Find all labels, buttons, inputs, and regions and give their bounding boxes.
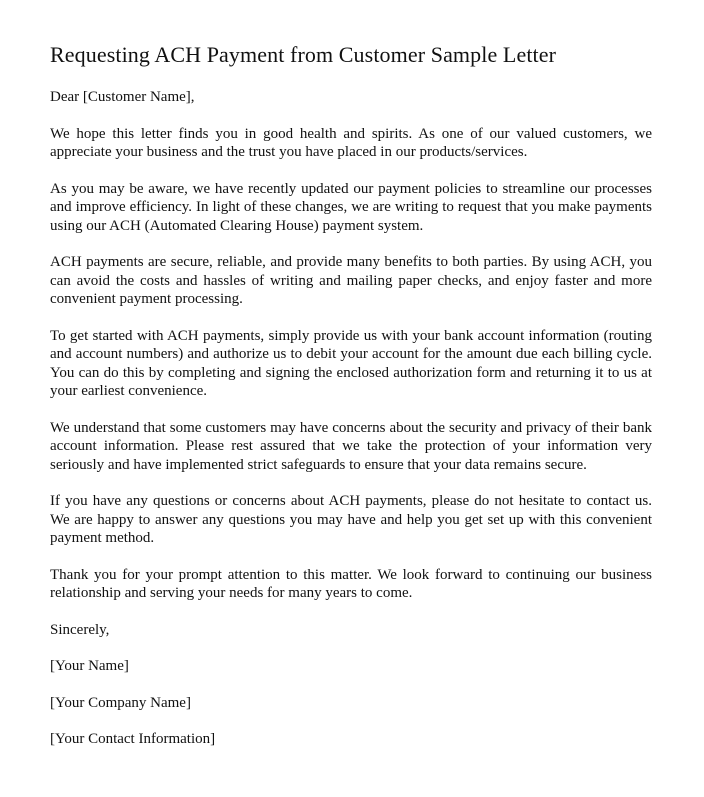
letter-document (50, 42, 652, 767)
salutation: Dear [Customer Name], (50, 89, 195, 105)
paragraph-questions: If you have any questions or concerns about ACH payments, please do not hesitate to contact us. We are happy to answer any questions you may have and help you get set up with this convenient payment method. (50, 493, 652, 546)
paragraph-ach-benefits (50, 253, 652, 309)
paragraph-greeting: We hope this letter finds you in good health and spirits. As one of our valued customers, we appreciate your business and the trust you have placed in our products/services. (50, 125, 652, 160)
paragraph-security: We understand that some customers may have concerns about the security and privacy of their bank account information. Please rest assured that we take the protection of your information very seriously and have implemented strict safeguards to ensure that your data remains secure. (50, 419, 652, 473)
signature-company: [Your Company Name] (50, 694, 191, 711)
paragraph-policy-update: As you may be aware, we have recently updated our payment policies to streamline our processes and improve efficiency. In light of these changes, we are writing to request that you make payments using our ACH (Automated Clearing House) payment system. (50, 180, 652, 234)
paragraph-getting-started: To get started with ACH payments, simply provide us with your bank account information (routing and account numbers) and authorize us to debit your account for the amount due each billing cycle. You can do this by completing and signing the enclosed authorization form and returning it to us at your earliest convenience. (50, 327, 652, 399)
letter-title: Requesting ACH Payment from Customer Sample Letter (50, 42, 557, 67)
signature-contact: [Your Contact Information] (50, 731, 216, 747)
closing: Sincerely, (50, 621, 110, 638)
paragraph-ach-benefits-text: ACH payments are secure, reliable, and provide many benefits to both parties. By using ACH, you can avoid the costs and hassles of writing and mailing paper checks, and enjoy faster and more convenient payment processing. (50, 254, 652, 307)
paragraph-thanks: Thank you for your prompt attention to this matter. We look forward to continuing our business relationship and serving your needs for many years to come. (50, 566, 652, 601)
signature-name: [Your Name] (50, 658, 129, 674)
